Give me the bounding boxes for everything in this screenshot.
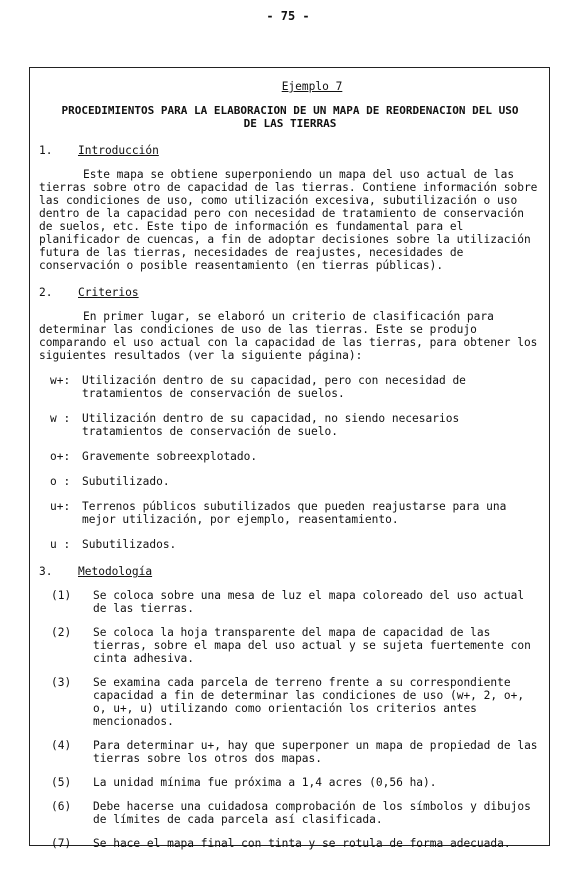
method-step: (1) Se coloca sobre una mesa de luz el mapa coloreado del uso actual de las tierras. [51, 589, 525, 615]
intro-paragraph: Este mapa se obtiene superponiendo un mapa del uso actual de las tierras sobre otro de capacidad de las tierras. Contiene información sobre las condiciones de uso, como utilización excesiva, subutilización o uso dentro de la capacidad pero con necesidad de tratamiento de conservación de suelos, etc. Este tipo de información es fundamental para el planificador de cuencas, a fin de adoptar decisiones sobre la utilización futura de las tierras, necesidades de reajustes, necesidades de conservación o posible reasentamiento (en tierras públicas). [39, 168, 538, 272]
method-step: (7) Se hace el mapa final con tinta y se rotula de forma adecuada. [51, 837, 511, 850]
page-number: - 75 - [266, 9, 310, 23]
document-title: PROCEDIMIENTOS PARA LA ELABORACION DE UN MAPA DE REORDENACION DEL USO DE LAS TIERRAS [61, 104, 519, 130]
criterion-item: u+: Terrenos públicos subutilizados que pueden reajustarse para una mejor utilización, por ejemplo, reasentamiento. [50, 500, 507, 526]
criterion-item: w+: Utilización dentro de su capacidad, pero con necesidad de tratamientos de conservación de suelos. [50, 374, 466, 400]
criterion-item: w : Utilización dentro de su capacidad, no siendo necesarios tratamientos de conservación de suelo. [50, 412, 460, 438]
example-label: Ejemplo 7 [281, 80, 343, 93]
method-step: (4) Para determinar u+, hay que superponer un mapa de propiedad de las tierras sobre los otros dos mapas. [51, 739, 538, 765]
criterion-item: o : Subutilizado. [50, 475, 170, 488]
section-heading-intro: 1. Introducción [39, 144, 159, 157]
section-heading-criterios: 2. Criterios [39, 286, 139, 299]
document-body [39, 80, 541, 850]
criterion-item: u : Subutilizados. [50, 538, 177, 551]
method-step: (2) Se coloca la hoja transparente del mapa de capacidad de las tierras, sobre el mapa del uso actual y se sujeta fuertemente con cinta adhesiva. [51, 626, 531, 665]
section-heading-metodologia: 3. Metodología [39, 565, 153, 578]
method-step: (3) Se examina cada parcela de terreno frente a su correspondiente capacidad a fin de determinar las condiciones de uso (w+, 2, o+, o, u+, u) utilizando como orientación los criterios antes mencionados. [51, 676, 525, 728]
method-step: (5) La unidad mínima fue próxima a 1,4 acres (0,56 ha). [51, 776, 437, 789]
criterion-item: o+: Gravemente sobreexplotado. [50, 450, 258, 463]
criterios-paragraph: En primer lugar, se elaboró un criterio de clasificación para determinar las condiciones de uso de las tierras. Este se produjo comparando el uso actual con la capacidad de las tierras, para obtener los siguientes resultados (ver la siguiente página): [39, 310, 538, 362]
method-step: (6) Debe hacerse una cuidadosa comprobación de los símbolos y dibujos de límites de cada parcela así clasificada. [51, 800, 531, 826]
